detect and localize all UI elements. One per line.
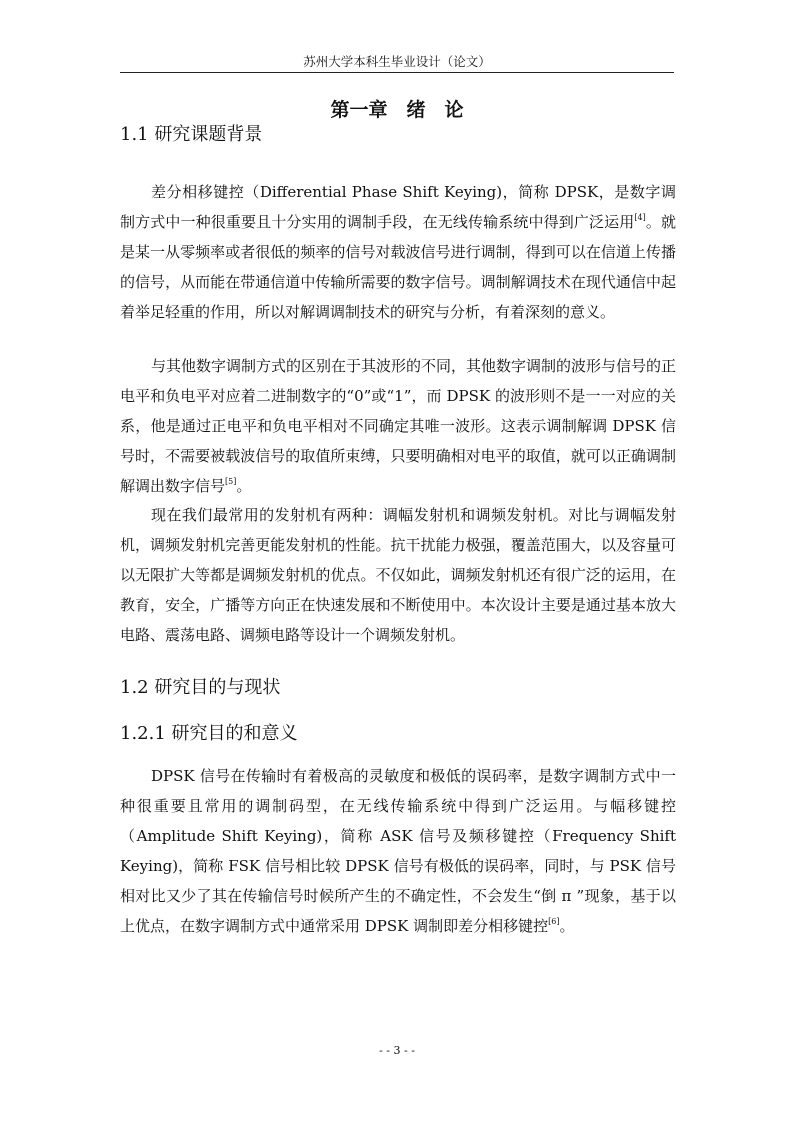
section-heading-1-1: 1.1 研究课题背景 <box>120 124 263 145</box>
paragraph-2 <box>120 351 676 501</box>
paragraph-4-tail: 。 <box>559 917 575 935</box>
running-header <box>120 54 674 73</box>
paragraph-1-text: 差分相移键控（Differential Phase Shift Keying)，简称 DPSK，是数字调制方式中一种很重要且十分实用的调制手段，在无线传输系统中得到广泛运用 <box>120 183 676 231</box>
chapter-title: 第一章 绪 论 <box>330 99 464 121</box>
paragraph-1 <box>120 177 676 327</box>
paragraph-3 <box>120 500 676 650</box>
paragraph-2-text: 与其他数字调制方式的区别在于其波形的不同，其他数字调制的波形与信号的正电平和负电平对应着二进制数字的“0”或“1”，而 DPSK 的波形则不是一一对应的关系，他是通过正电平和负电平相对不同确定其唯一波形。这表示调制解调 DPSK 信号时，不需要被载波信号的取值所束缚，只要明确相对电平的取值，就可以正确调制解调出数字信号 <box>120 357 677 495</box>
section-heading-1-2-1: 1.2.1 研究目的和意义 <box>120 723 298 744</box>
section-heading-1-2: 1.2 研究目的与现状 <box>120 677 281 698</box>
paragraph-2-tail: 。 <box>236 477 252 495</box>
paragraph-3-text: 现在我们最常用的发射机有两种：调幅发射机和调频发射机。对比与调幅发射机，调频发射机完善更能发射机的性能。抗干扰能力极强，覆盖范围大，以及容量可以无限扩大等都是调频发射机的优点。不仅如此，调频发射机还有很广泛的运用，在教育，安全，广播等方向正在快速发展和不断使用中。本次设计主要是通过基本放大电路、震荡电路、调频电路等设计一个调频发射机。 <box>120 506 676 644</box>
paragraph-4 <box>120 761 676 941</box>
paragraph-4-text: DPSK 信号在传输时有着极高的灵敏度和极低的误码率，是数字调制方式中一种很重要且常用的调制码型，在无线传输系统中得到广泛运用。与幅移键控（Amplitude Shift Keying)，简称 ASK 信号及频移键控（Frequency Shift Keying)，简称 FSK 信号相比较 DPSK 信号有极低的误码率，同时，与 PSK 信号相对比又少了其在传输信号时候所产生的不确定性，不会发生“倒 π ”现象，基于以上优点，在数字调制方式中通常采用 DPSK 调制即差分相移键控 <box>120 767 676 935</box>
citation-6: [6] <box>548 917 560 926</box>
citation-4: [4] <box>634 213 646 222</box>
page-number: - - 3 - - <box>379 1044 415 1057</box>
paragraph-1-tail: 。就是某一从零频率或者很低的频率的信号对载波信号进行调制，得到可以在信道上传播的信号，从而能在带通信道中传输所需要的数字信号。调制解调技术在现代通信中起着举足轻重的作用，所以对解调调制技术的研究与分析，有着深刻的意义。 <box>120 213 676 321</box>
citation-5: [5] <box>225 477 237 486</box>
header-title: 苏州大学本科生毕业设计（论文） <box>303 54 491 69</box>
